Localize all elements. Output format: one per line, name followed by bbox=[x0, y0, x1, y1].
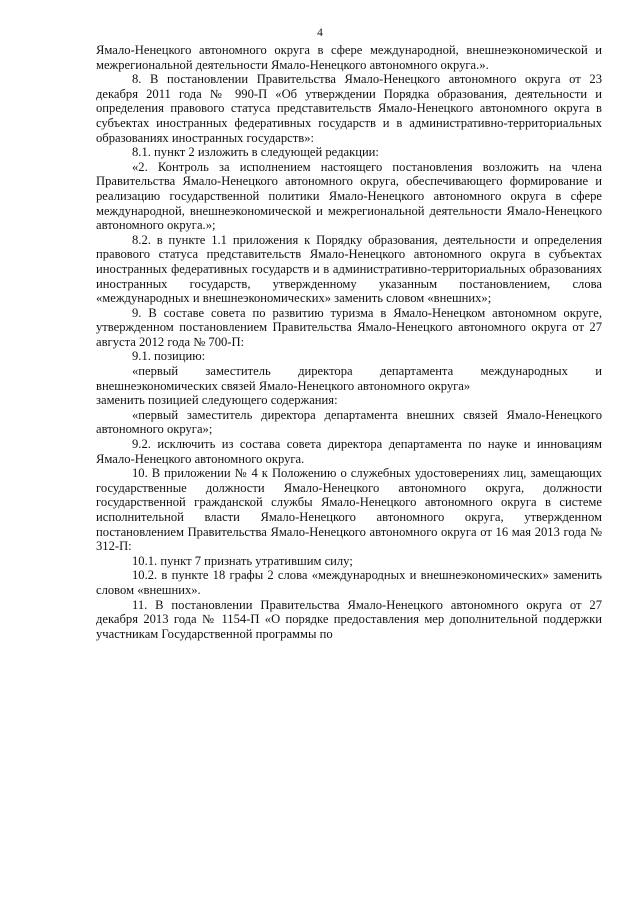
paragraph: «первый заместитель директора департамента внешних связей Ямало-Ненецкого автономного округа»; bbox=[96, 407, 602, 437]
paragraph: заменить позицией следующего содержания: bbox=[96, 393, 338, 408]
paragraph: 10.1. пункт 7 признать утратившим силу; bbox=[132, 553, 353, 568]
paragraph: 9.1. позицию: bbox=[132, 349, 206, 364]
paragraph: 9.2. исключить из состава совета директора департамента по науке и инновациям Ямало-Ненецкого автономного округа. bbox=[96, 437, 602, 466]
paragraph: «первый заместитель директора департамента международных и внешнеэкономических связей Ямало-Ненецкого автономного округа» bbox=[96, 364, 602, 393]
paragraph: 8.2. в пункте 1.1 приложения к Порядку образования, деятельности и определения правового статуса представительств Ямало-Ненецкого автономного округа в субъектах иностранных федеративных государств и в административно-территориальных образованиях иностранных государств, утвержденному указанным постановлением, слова «международных и внешнеэкономических» заменить словом «внешних»; bbox=[96, 232, 602, 306]
paragraph: 9. В составе совета по развитию туризма в Ямало-Ненецком автономном округе, утвержденном постановлением Правительства Ямало-Ненецкого автономного округа от 27 августа 2012 года № 700-П: bbox=[96, 305, 602, 349]
paragraph: 10. В приложении № 4 к Положению о служебных удостоверениях лиц, замещающих государственные должности Ямало-Ненецкого автономного округа, должности государственной гражданской службы Ямало-Ненецкого автономного округа в системе исполнительной власти Ямало-Ненецкого автономного округа, утвержденном постановлением Правительства Ямало-Ненецкого автономного округа от 16 мая 2013 года № 312-П: bbox=[96, 466, 602, 554]
paragraph: «2. Контроль за исполнением настоящего постановления возложить на члена Правительства Ямало-Ненецкого автономного округа, обеспечивающего формирование и реализацию государственной политики Ямало-Ненецкого автономного округа в сфере международной, внешнеэкономической и межрегиональной деятельности Ямало-Ненецкого автономного округа.»; bbox=[96, 159, 602, 233]
paragraph: 11. В постановлении Правительства Ямало-Ненецкого автономного округа от 27 декабря 2013 года № 1154-П «О порядке предоставления мер дополнительной поддержки участникам Государственной программы по bbox=[96, 597, 602, 641]
paragraph: 8. В постановлении Правительства Ямало-Ненецкого автономного округа от 23 декабря 2011 года № 990-П «Об утверждении Порядка образования, деятельности и определения правового статуса представительств Ямало-Ненецкого автономного округа в субъектах иностранных федеративных государств и в административно-территориальных образованиях иностранных государств»: bbox=[96, 72, 602, 145]
page-number: 4 bbox=[317, 27, 323, 39]
document-body bbox=[96, 43, 602, 641]
paragraph: 8.1. пункт 2 изложить в следующей редакции: bbox=[132, 145, 379, 160]
paragraph: Ямало-Ненецкого автономного округа в сфере международной, внешнеэкономической и межрегиональной деятельности Ямало-Ненецкого автономного округа.». bbox=[96, 43, 602, 72]
paragraph: 10.2. в пункте 18 графы 2 слова «международных и внешнеэкономических» заменить словом «внешних». bbox=[96, 568, 602, 597]
